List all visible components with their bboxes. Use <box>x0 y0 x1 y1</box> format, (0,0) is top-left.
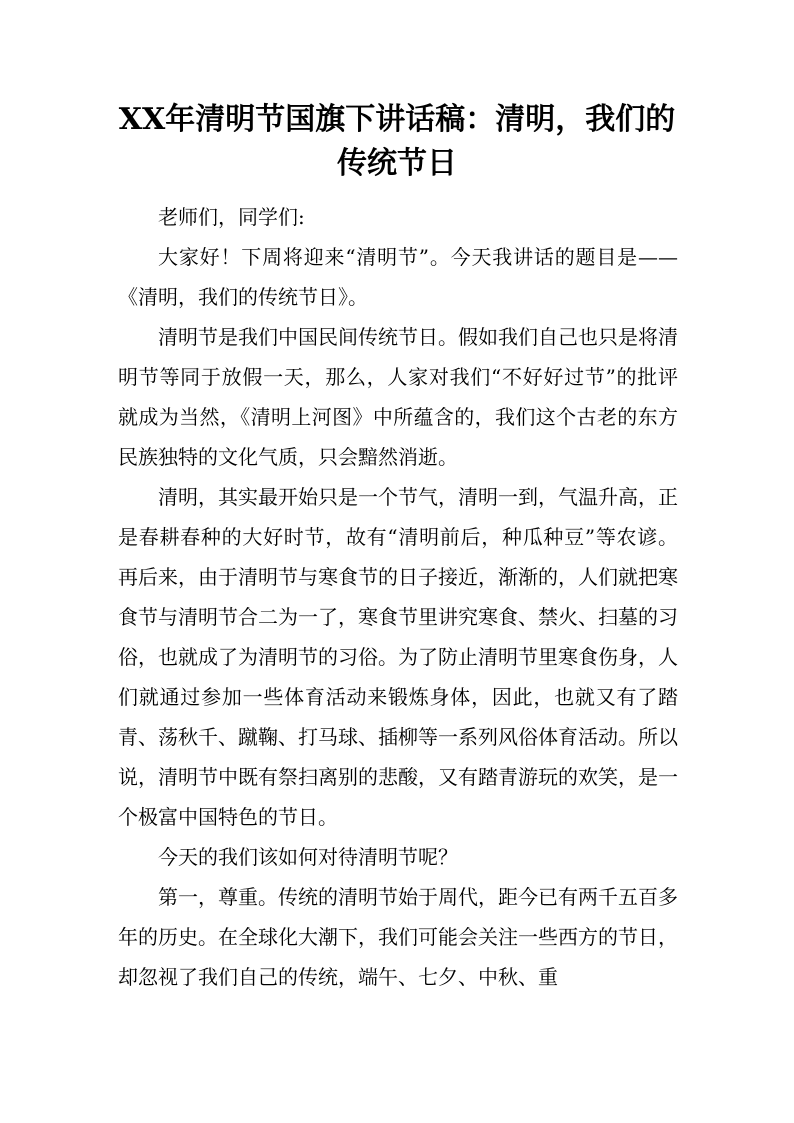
salutation-paragraph: 老师们，同学们: <box>158 205 305 229</box>
document-body <box>118 197 678 997</box>
document-title: XX年清明节国旗下讲话稿：清明，我们的传统节日 <box>118 102 676 181</box>
body-paragraph: 第一，尊重。传统的清明节始于周代，距今已有两千五百多年的历史。在全球化大潮下，我们可能会关注一些西方的节日，却忽视了我们自己的传统，端午、七夕、中秋、重 <box>118 885 678 989</box>
greeting-paragraph: 大家好！下周将迎来“清明节”。今天我讲话的题目是——《清明，我们的传统节日》。 <box>118 245 678 309</box>
body-paragraph: 清明，其实最开始只是一个节气，清明一到，气温升高，正是春耕春种的大好时节，故有“清明前后，种瓜种豆”等农谚。再后来，由于清明节与寒食节的日子接近，渐渐的，人们就把寒食节与清明节合二为一了，寒食节里讲究寒食、禁火、扫墓的习俗，也就成了为清明节的习俗。为了防止清明节里寒食伤身，人们就通过参加一些体育活动来锻炼身体，因此，也就又有了踏青、荡秋千、蹴鞠、打马球、插柳等一系列风俗体育活动。所以说，清明节中既有祭扫离别的悲酸，又有踏青游玩的欢笑，是一个极富中国特色的节日。 <box>118 485 678 829</box>
body-paragraph: 今天的我们该如何对待清明节呢？ <box>158 845 458 869</box>
body-paragraph: 清明节是我们中国民间传统节日。假如我们自己也只是将清明节等同于放假一天，那么，人家对我们“不好好过节”的批评就成为当然，《清明上河图》中所蕴含的，我们这个古老的东方民族独特的文化气质，只会黯然消逝。 <box>118 325 678 469</box>
